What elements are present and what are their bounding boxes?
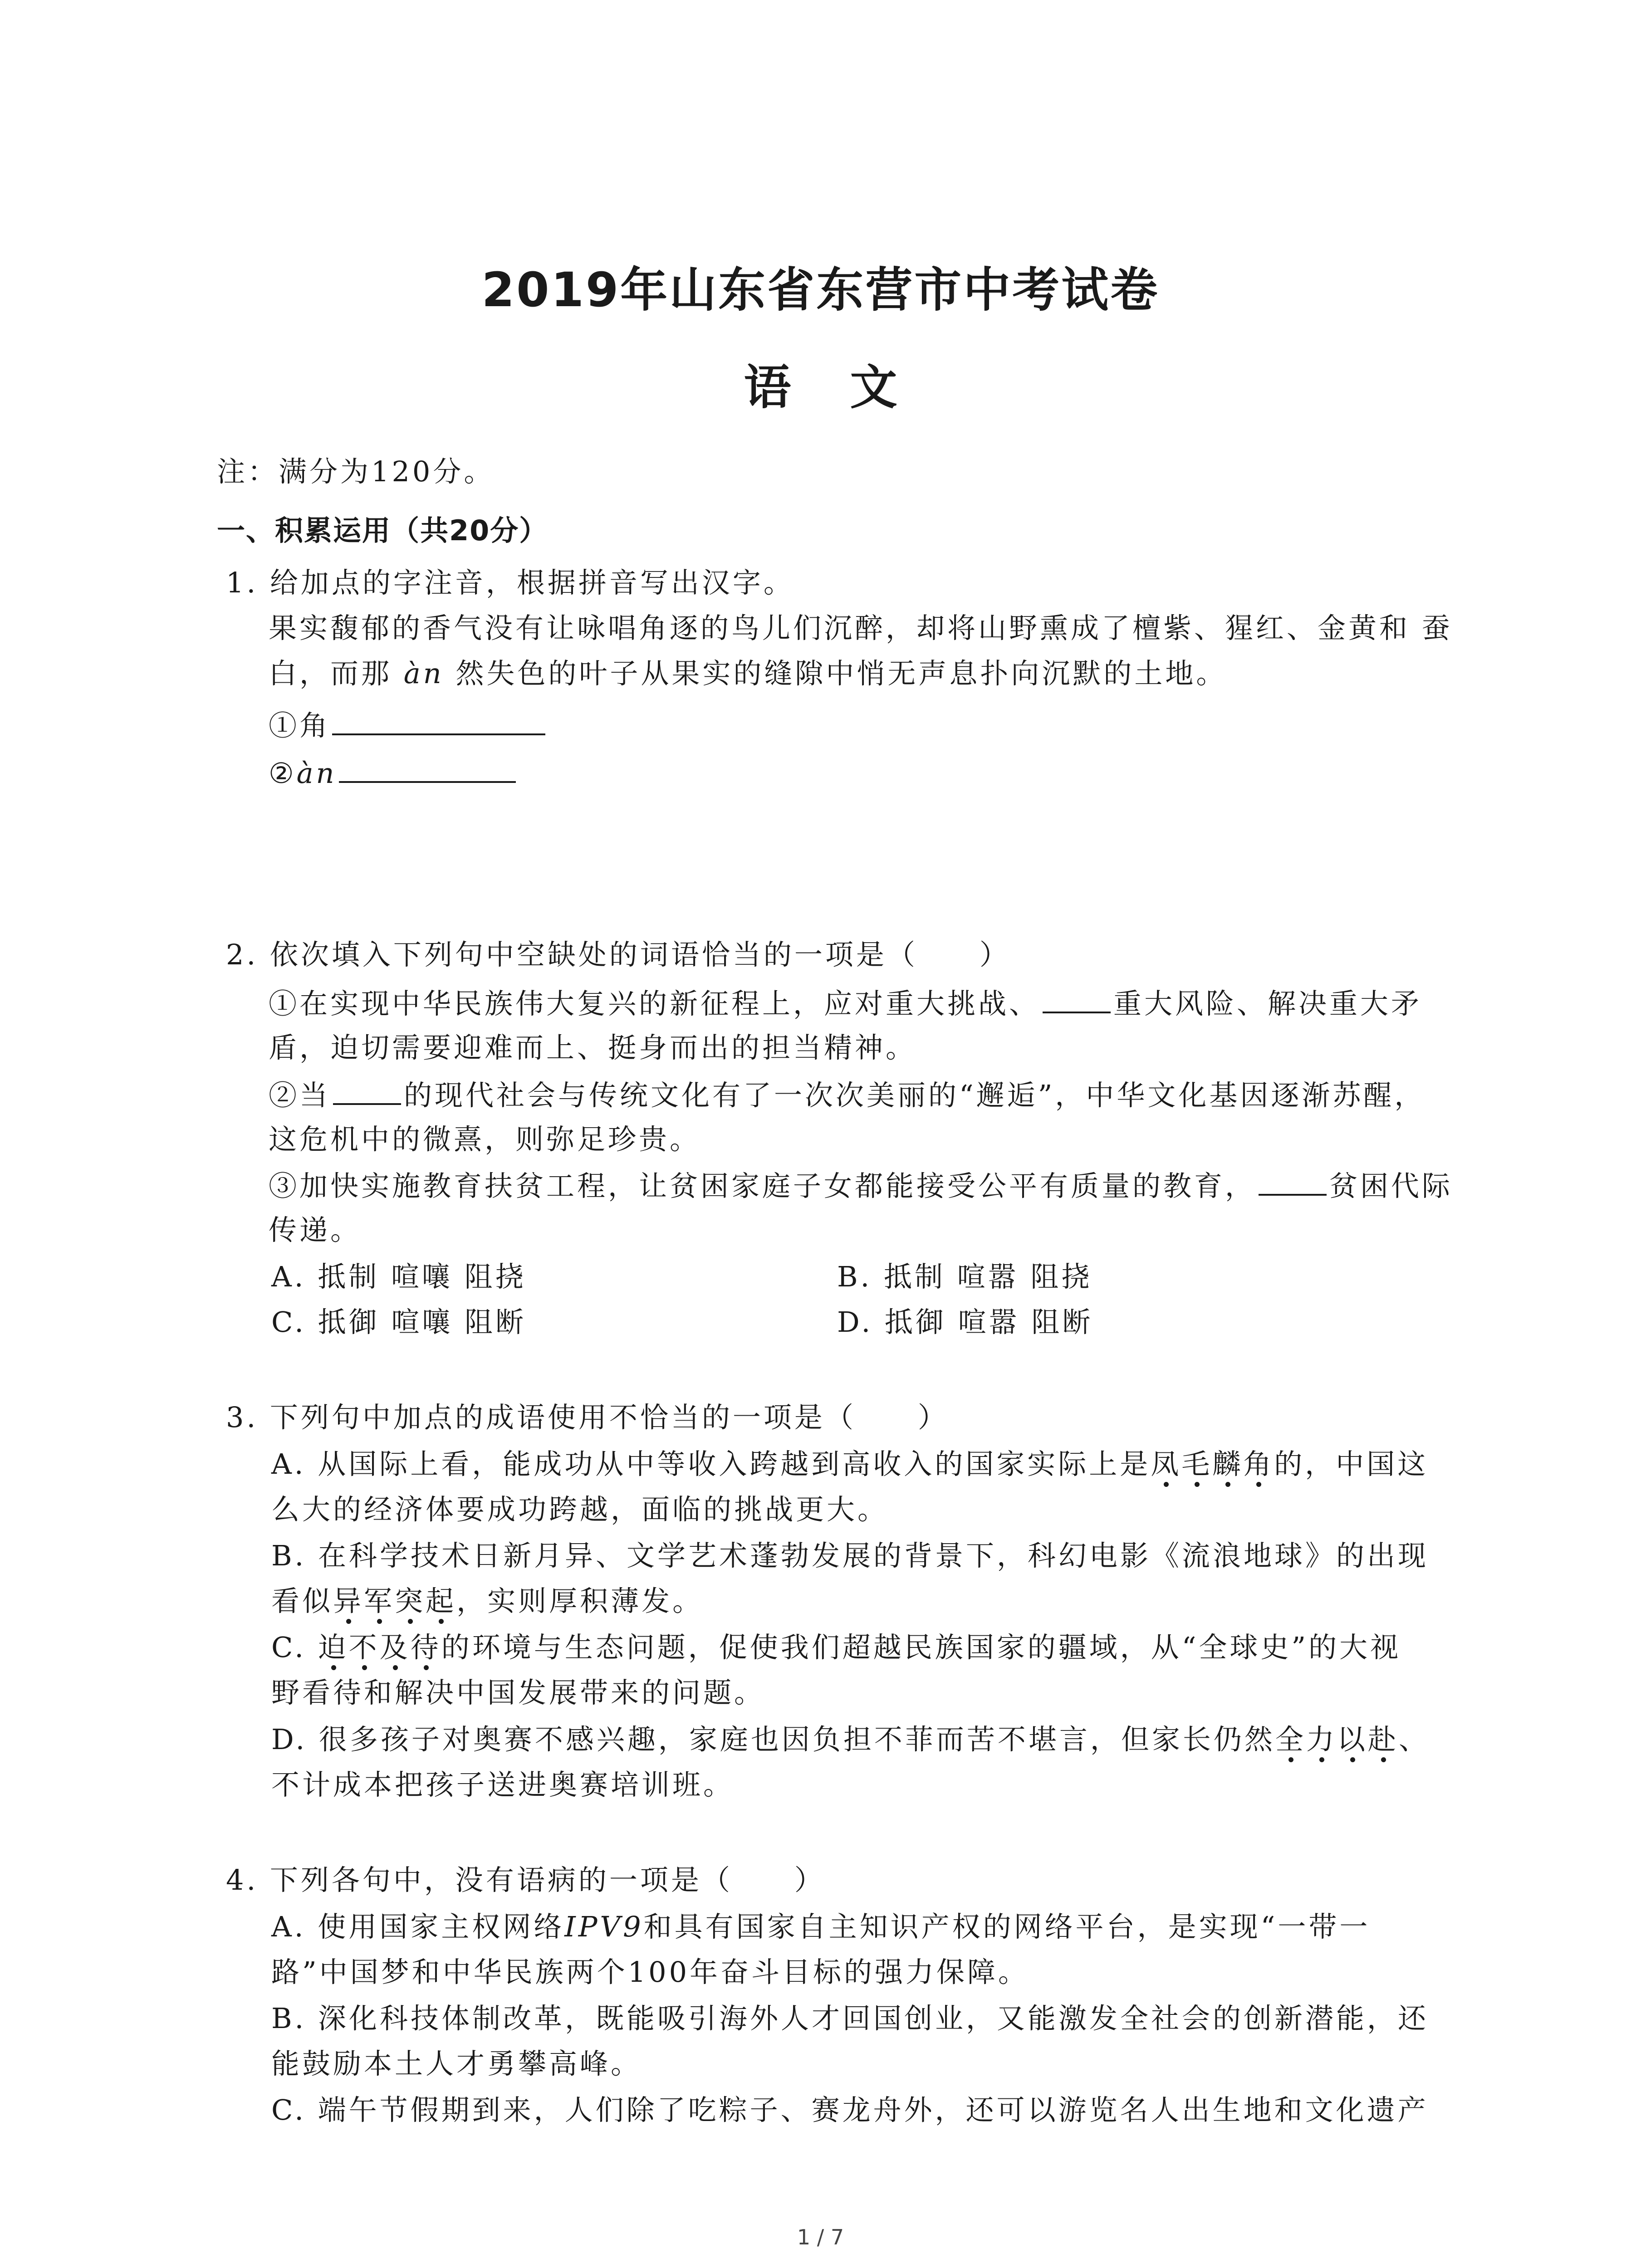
q4-option-a-line2: 路”中国梦和中华民族两个100年奋斗目标的强力保障。 (271, 1955, 1029, 1989)
q3-option-c-line1[interactable] (271, 1629, 1401, 1666)
q3-stem: 3. 下列句中加点的成语使用不恰当的一项是（ ） (226, 1401, 949, 1434)
q1-answer-blank-1[interactable] (332, 705, 545, 735)
q2-option-a[interactable]: A. 抵制 喧嚷 阻挠 (271, 1260, 526, 1293)
q2-sentence2-line1 (269, 1076, 1425, 1114)
emphasis-dot-char: 迫 (318, 1631, 349, 1664)
q2-blank-3 (1259, 1167, 1327, 1196)
section-heading: 一、积累运用（共20分） (217, 514, 549, 547)
q2-sentence3-line1 (269, 1167, 1453, 1204)
q3-option-d-line2: 不计成本把孩子送进奥赛培训班。 (271, 1768, 735, 1801)
score-note: 注：满分为120分。 (217, 455, 495, 488)
q3-d-text-a: D. 很多孩子对奥赛不感兴趣，家庭也因负担不菲而苦不堪言，但家长仍然 (271, 1723, 1275, 1756)
q3-c-text-b: 的环境与生态问题，促使我们超越民族国家的疆域，从“全球史”的大视 (441, 1631, 1401, 1664)
emphasis-dot-char: 凤 (1151, 1447, 1182, 1481)
q2-option-b[interactable]: B. 抵制 喧嚣 阻挠 (837, 1260, 1092, 1293)
emphasis-dot-char: 麟 (1212, 1447, 1244, 1481)
q3-option-b-line1[interactable]: B. 在科学技术日新月异、文学艺术蓬勃发展的背景下，科幻电影《流浪地球》的出现 (271, 1539, 1429, 1572)
q1-item2-pinyin: àn (296, 757, 337, 790)
q3-a-idiom (1151, 1447, 1274, 1481)
emphasis-dot-char: 不 (348, 1631, 380, 1664)
emphasis-dot-char: 以 (1337, 1723, 1368, 1756)
q3-option-b-line2 (271, 1583, 703, 1619)
q2-blank-2 (333, 1076, 401, 1105)
q2-s2-text-b: 的现代社会与传统文化有了一次次美丽的“邂逅”，中华文化基因逐渐苏醒， (404, 1079, 1425, 1112)
q3-b-idiom (333, 1584, 456, 1618)
q2-s3-text-b: 贫困代际 (1329, 1169, 1453, 1202)
exam-title: 2019年山东省东营市中考试卷 (481, 262, 1160, 318)
q4-option-a-line1[interactable] (271, 1909, 1370, 1945)
q2-sentence1-line2: 盾，迫切需要迎难而上、挺身而出的担当精神。 (269, 1031, 917, 1064)
q3-option-a-line1[interactable] (271, 1446, 1428, 1482)
q3-a-text-a: A. 从国际上看，能成功从中等收入跨越到高收入的国家实际上是 (271, 1447, 1151, 1481)
q2-blank-1 (1043, 984, 1111, 1013)
emphasis-dot-char: 力 (1306, 1723, 1337, 1756)
q1-passage-text-b: 然失色的叶子从果实的缝隙中悄无声息扑向沉默的土地。 (456, 657, 1227, 690)
q4-option-b-line1[interactable]: B. 深化科技体制改革，既能吸引海外人才回国创业，又能激发全社会的创新潜能，还 (271, 2002, 1429, 2035)
q2-sentence2-line2: 这危机中的微熹，则弥足珍贵。 (269, 1123, 701, 1156)
q3-option-d-line1[interactable] (271, 1721, 1430, 1758)
q1-stem: 1. 给加点的字注音，根据拼音写出汉字。 (226, 566, 794, 599)
emphasis-dot-char: 毛 (1181, 1447, 1213, 1481)
q1-pinyin: àn (403, 657, 444, 690)
q3-b-text-a: 看似 (271, 1584, 333, 1618)
q1-passage-line2 (269, 655, 1227, 692)
emphasis-dot-char: 突 (395, 1584, 426, 1618)
q2-s1-text-b: 重大风险、解决重大矛 (1113, 987, 1422, 1020)
q4-a-ipv: IPV9 (564, 1910, 644, 1943)
q3-c-text-a: C. (271, 1631, 318, 1664)
q1-answer-1 (269, 705, 545, 744)
emphasis-dot-char: 及 (379, 1631, 411, 1664)
emphasis-dot-char: 异 (333, 1584, 364, 1618)
subject-title: 语文 (744, 360, 956, 415)
emphasis-dot-char: 待 (410, 1631, 441, 1664)
q2-option-d[interactable]: D. 抵御 喧嚣 阻断 (837, 1305, 1093, 1339)
emphasis-dot-char: 军 (364, 1584, 395, 1618)
q1-answer-blank-2[interactable] (339, 753, 516, 783)
emphasis-dot-char: 赴 (1367, 1723, 1399, 1756)
q3-d-idiom (1275, 1723, 1399, 1756)
q2-s1-text-a: ①在实现中华民族伟大复兴的新征程上，应对重大挑战、 (269, 987, 1040, 1020)
q3-b-text-b: ，实则厚积薄发。 (456, 1584, 704, 1618)
q3-option-c-line2: 野看待和解决中国发展带来的问题。 (271, 1676, 765, 1709)
q4-stem: 4. 下列各句中，没有语病的一项是（ ） (226, 1863, 825, 1897)
q1-item2-label: ② (269, 757, 297, 790)
q2-option-c[interactable]: C. 抵御 喧嚷 阻断 (271, 1305, 527, 1339)
q4-a-text-b: 和具有国家自主知识产权的网络平台，是实现“一带一 (643, 1910, 1371, 1943)
q4-a-text-a: A. 使用国家主权网络 (271, 1910, 565, 1943)
q1-passage-text: 果实馥郁的香气没有让咏唱角逐的鸟儿们沉醉，却将山野熏成了檀紫、猩红、金黄和 蚕 (269, 611, 1453, 645)
q3-a-text-b: 的，中国这 (1274, 1447, 1429, 1481)
q4-option-c-line1[interactable]: C. 端午节假期到来，人们除了吃粽子、赛龙舟外，还可以游览名人出生地和文化遗产 (271, 2093, 1429, 2126)
emphasis-dot-char: 起 (426, 1584, 457, 1618)
q3-option-a-line2: 么大的经济体要成功跨越，面临的挑战更大。 (271, 1493, 889, 1526)
q3-c-idiom (318, 1631, 441, 1664)
q4-option-b-line2: 能鼓励本土人才勇攀高峰。 (271, 2047, 642, 2080)
q1-passage-text-a: 白，而那 (269, 657, 392, 690)
q1-passage-line1 (269, 610, 1453, 646)
q3-d-text-b: 、 (1398, 1723, 1430, 1756)
page-number: 1 / 7 (797, 2225, 844, 2249)
q1-answer-2 (269, 753, 516, 792)
q1-item1-label: ①角 (269, 709, 331, 742)
q2-s2-text-a: ②当 (269, 1079, 331, 1112)
q2-sentence3-line2: 传递。 (269, 1213, 362, 1246)
q2-stem: 2. 依次填入下列句中空缺处的词语恰当的一项是（ ） (226, 938, 1010, 971)
q2-sentence1-line1 (269, 984, 1422, 1022)
q2-s3-text-a: ③加快实施教育扶贫工程，让贫困家庭子女都能接受公平有质量的教育， (269, 1169, 1256, 1202)
emphasis-dot-char: 角 (1243, 1447, 1274, 1481)
emphasis-dot-char: 全 (1275, 1723, 1306, 1756)
